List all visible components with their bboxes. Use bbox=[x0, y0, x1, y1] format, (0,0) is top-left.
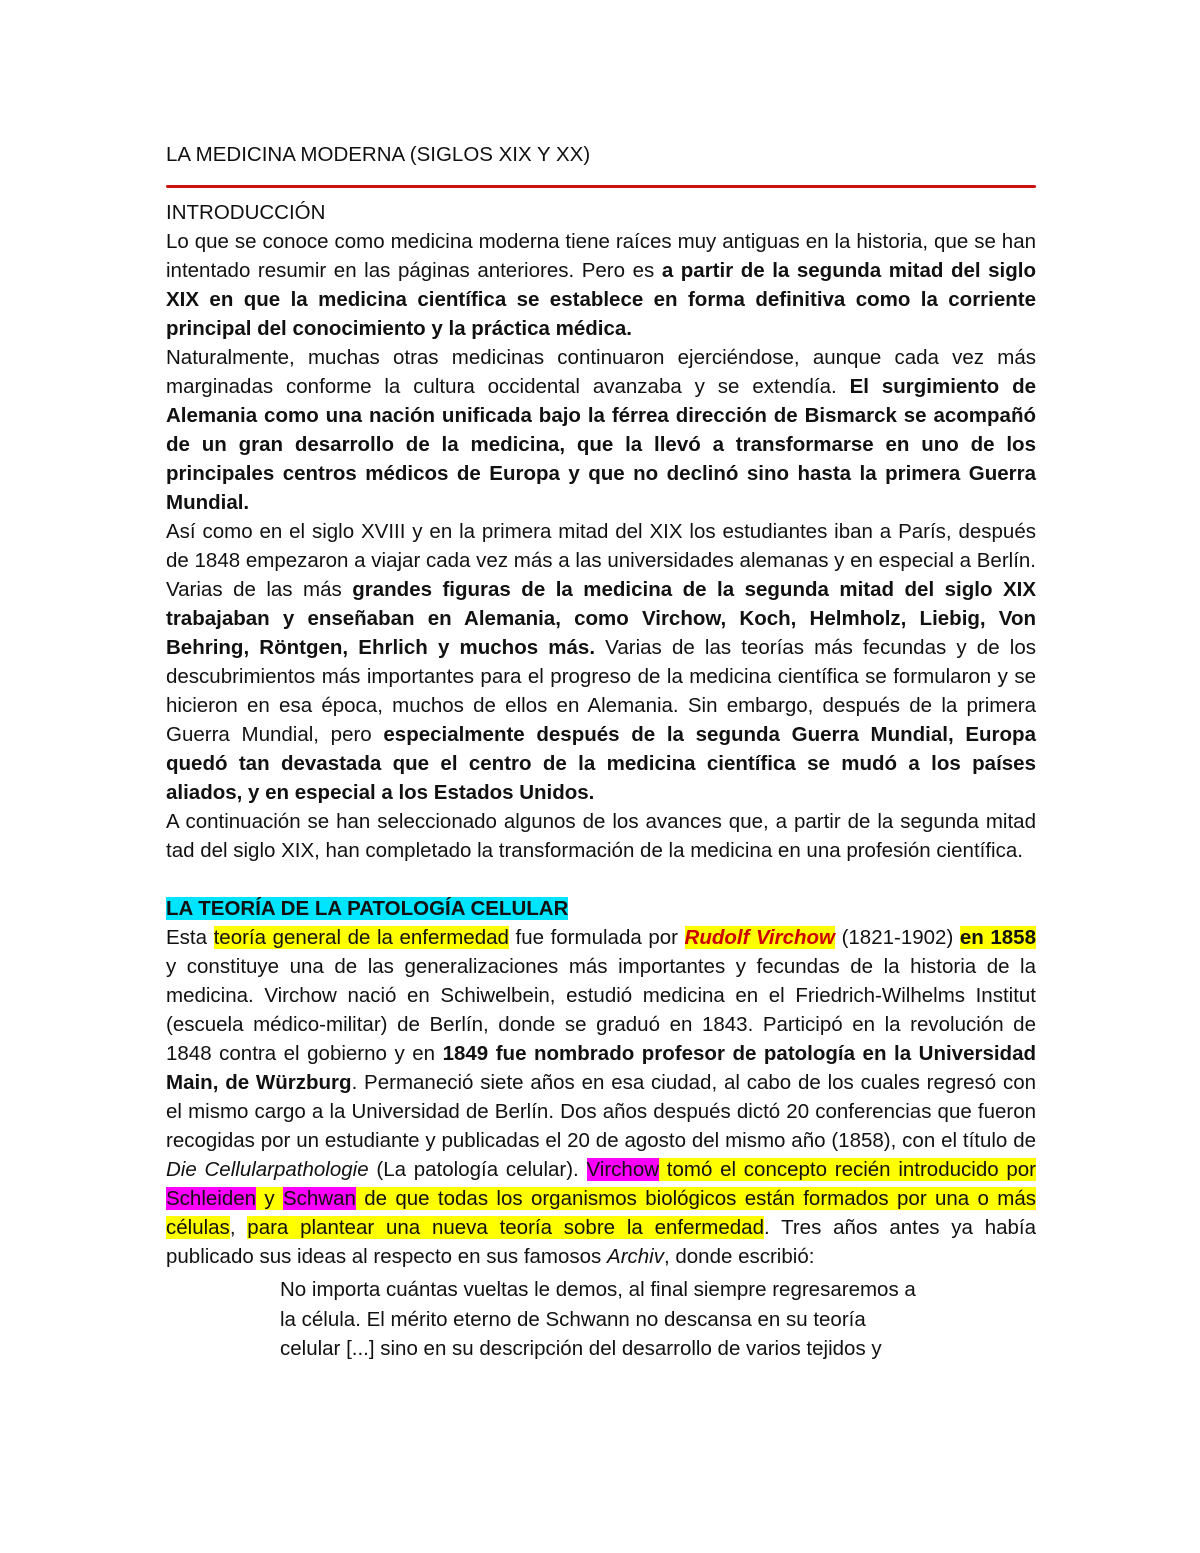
paragraph-text: Así como en el siglo XVIII y en la primera mitad del XIX los estudiantes iban a París, después de 1848 empezaron a viajar cada vez más a las universidades alemanas y en especial a Berlín. Varias de las más bbox=[166, 520, 1036, 601]
intro-paragraph-4: A continuación se han seleccionado algunos de los avances que, a partir de la segunda mitad tad del siglo XIX, han completado la transformación de la medicina en una profesión científica. bbox=[166, 810, 1036, 862]
bold-text: grandes figuras de la medicina de la segunda mitad del siglo XIX trabajaban y enseñaban en Alemania, como Virchow, Koch, Helmholz, Liebig, Von Behring, Röntgen, Ehrlich y muchos más. bbox=[166, 578, 1036, 659]
paragraph-text: Varias de las teorías más fecundas y de los descubrimientos más importantes para el progreso de la medicina científica se formularon y se hicieron en esa época, muchos de ellos en Alemania. Sin embargo, después de la primera Guerra Mundial, pero bbox=[166, 636, 1036, 746]
cell-pathology-paragraph bbox=[166, 923, 1036, 1271]
paragraph-text: Esta bbox=[166, 926, 214, 949]
paragraph-text: Lo que se conoce como medicina moderna tiene raíces muy antiguas en la historia, que se han intentado resumir en las páginas anteriores. Pero es bbox=[166, 230, 1036, 282]
intro-paragraph-1 bbox=[166, 227, 1036, 343]
highlight-yellow: teoría general de la enfermedad bbox=[213, 926, 509, 949]
paragraph-text: (La patología celular). bbox=[368, 1158, 587, 1181]
bold-text: a partir de la segunda mitad del siglo XIX en que la medicina científica se establece en forma definitiva como la corriente principal del conocimiento y la práctica médica. bbox=[166, 259, 1036, 340]
bold-text: El surgimiento de Alemania como una nación unificada bajo la férrea dirección de Bismarck se acompañó de un gran desarrollo de la medicina, que la llevó a transformarse en uno de los principales centros médicos de Europa y que no declinó sino hasta la primera Guerra Mundial. bbox=[166, 375, 1036, 514]
highlight-yellow: en 1858 bbox=[959, 926, 1036, 949]
document-body bbox=[166, 140, 1036, 1364]
paragraph-text: . Permaneció siete años en esa ciudad, al cabo de los cuales regresó con el mismo cargo a la Universidad de Berlín. Dos años después dictó 20 conferencias que fueron recogidas por un estudiante y publicadas el 20 de agosto del mismo año (1858), con el título de bbox=[166, 1071, 1036, 1152]
highlight-yellow: y bbox=[256, 1187, 283, 1210]
bold-text: especialmente después de la segunda Guerra Mundial, Europa quedó tan devastada que el centro de la medicina científica se mudó a los países aliados, y en especial a los Estados Unidos. bbox=[166, 723, 1036, 804]
highlight-yellow: de que todas los organismos biológicos están formados por una o más células bbox=[166, 1187, 1036, 1239]
highlighted-heading-text: LA TEORÍA DE LA PATOLOGÍA CELULAR bbox=[166, 897, 569, 920]
highlight-magenta: Virchow bbox=[586, 1158, 660, 1181]
paragraph-text: . Tres años antes ya había publicado sus ideas al respecto en sus famosos bbox=[166, 1216, 1036, 1268]
highlight-magenta: Schleiden bbox=[166, 1187, 257, 1210]
journal-title: Archiv bbox=[607, 1245, 664, 1268]
intro-paragraph-3 bbox=[166, 517, 1036, 807]
intro-heading: INTRODUCCIÓN bbox=[166, 201, 326, 224]
author-name: Rudolf Virchow bbox=[684, 926, 835, 949]
section-spacer bbox=[166, 865, 1036, 894]
bold-text: 1849 fue nombrado profesor de patología en la Universidad Main, de Würzburg bbox=[166, 1042, 1036, 1094]
document-title: LA MEDICINA MODERNA (SIGLOS XIX Y XX) bbox=[166, 143, 591, 166]
book-title: Die Cellularpathologie bbox=[166, 1158, 369, 1181]
paragraph-text: , donde escribió: bbox=[663, 1245, 815, 1268]
highlight-magenta: Schwan bbox=[282, 1187, 356, 1210]
paragraph-text: y constituye una de las generalizaciones más importantes y fecundas de la historia de la medicina. Virchow nació en Schiwelbein, estudió medicina en el Friedrich-Wilhelms Institut (escuela médico-militar) de Berlín, donde se graduó en 1843. Participó en la revolución de 1848 contra el gobierno y en bbox=[166, 955, 1036, 1065]
paragraph-text: , bbox=[229, 1216, 248, 1239]
paragraph-text: Naturalmente, muchas otras medicinas continuaron ejerciéndose, aunque cada vez más marginadas conforme la cultura occidental avanzaba y se extendía. bbox=[166, 346, 1036, 398]
intro-paragraph-2 bbox=[166, 343, 1036, 517]
paragraph-text: (1821-1902) bbox=[835, 926, 960, 949]
section-heading bbox=[166, 894, 1036, 923]
block-quote: No importa cuántas vueltas le demos, al final siempre regresaremos a la célula. El mérito eterno de Schwann no descansa en su teoría celular [...] sino en su descripción del desarrollo de varios tejidos y bbox=[280, 1278, 916, 1360]
title-divider bbox=[166, 185, 1036, 188]
paragraph-text: fue formulada por bbox=[508, 926, 685, 949]
highlight-yellow: para plantear una nueva teoría sobre la enfermedad bbox=[247, 1216, 764, 1239]
highlight-yellow: tomó el concepto recién introducido por bbox=[659, 1158, 1036, 1181]
